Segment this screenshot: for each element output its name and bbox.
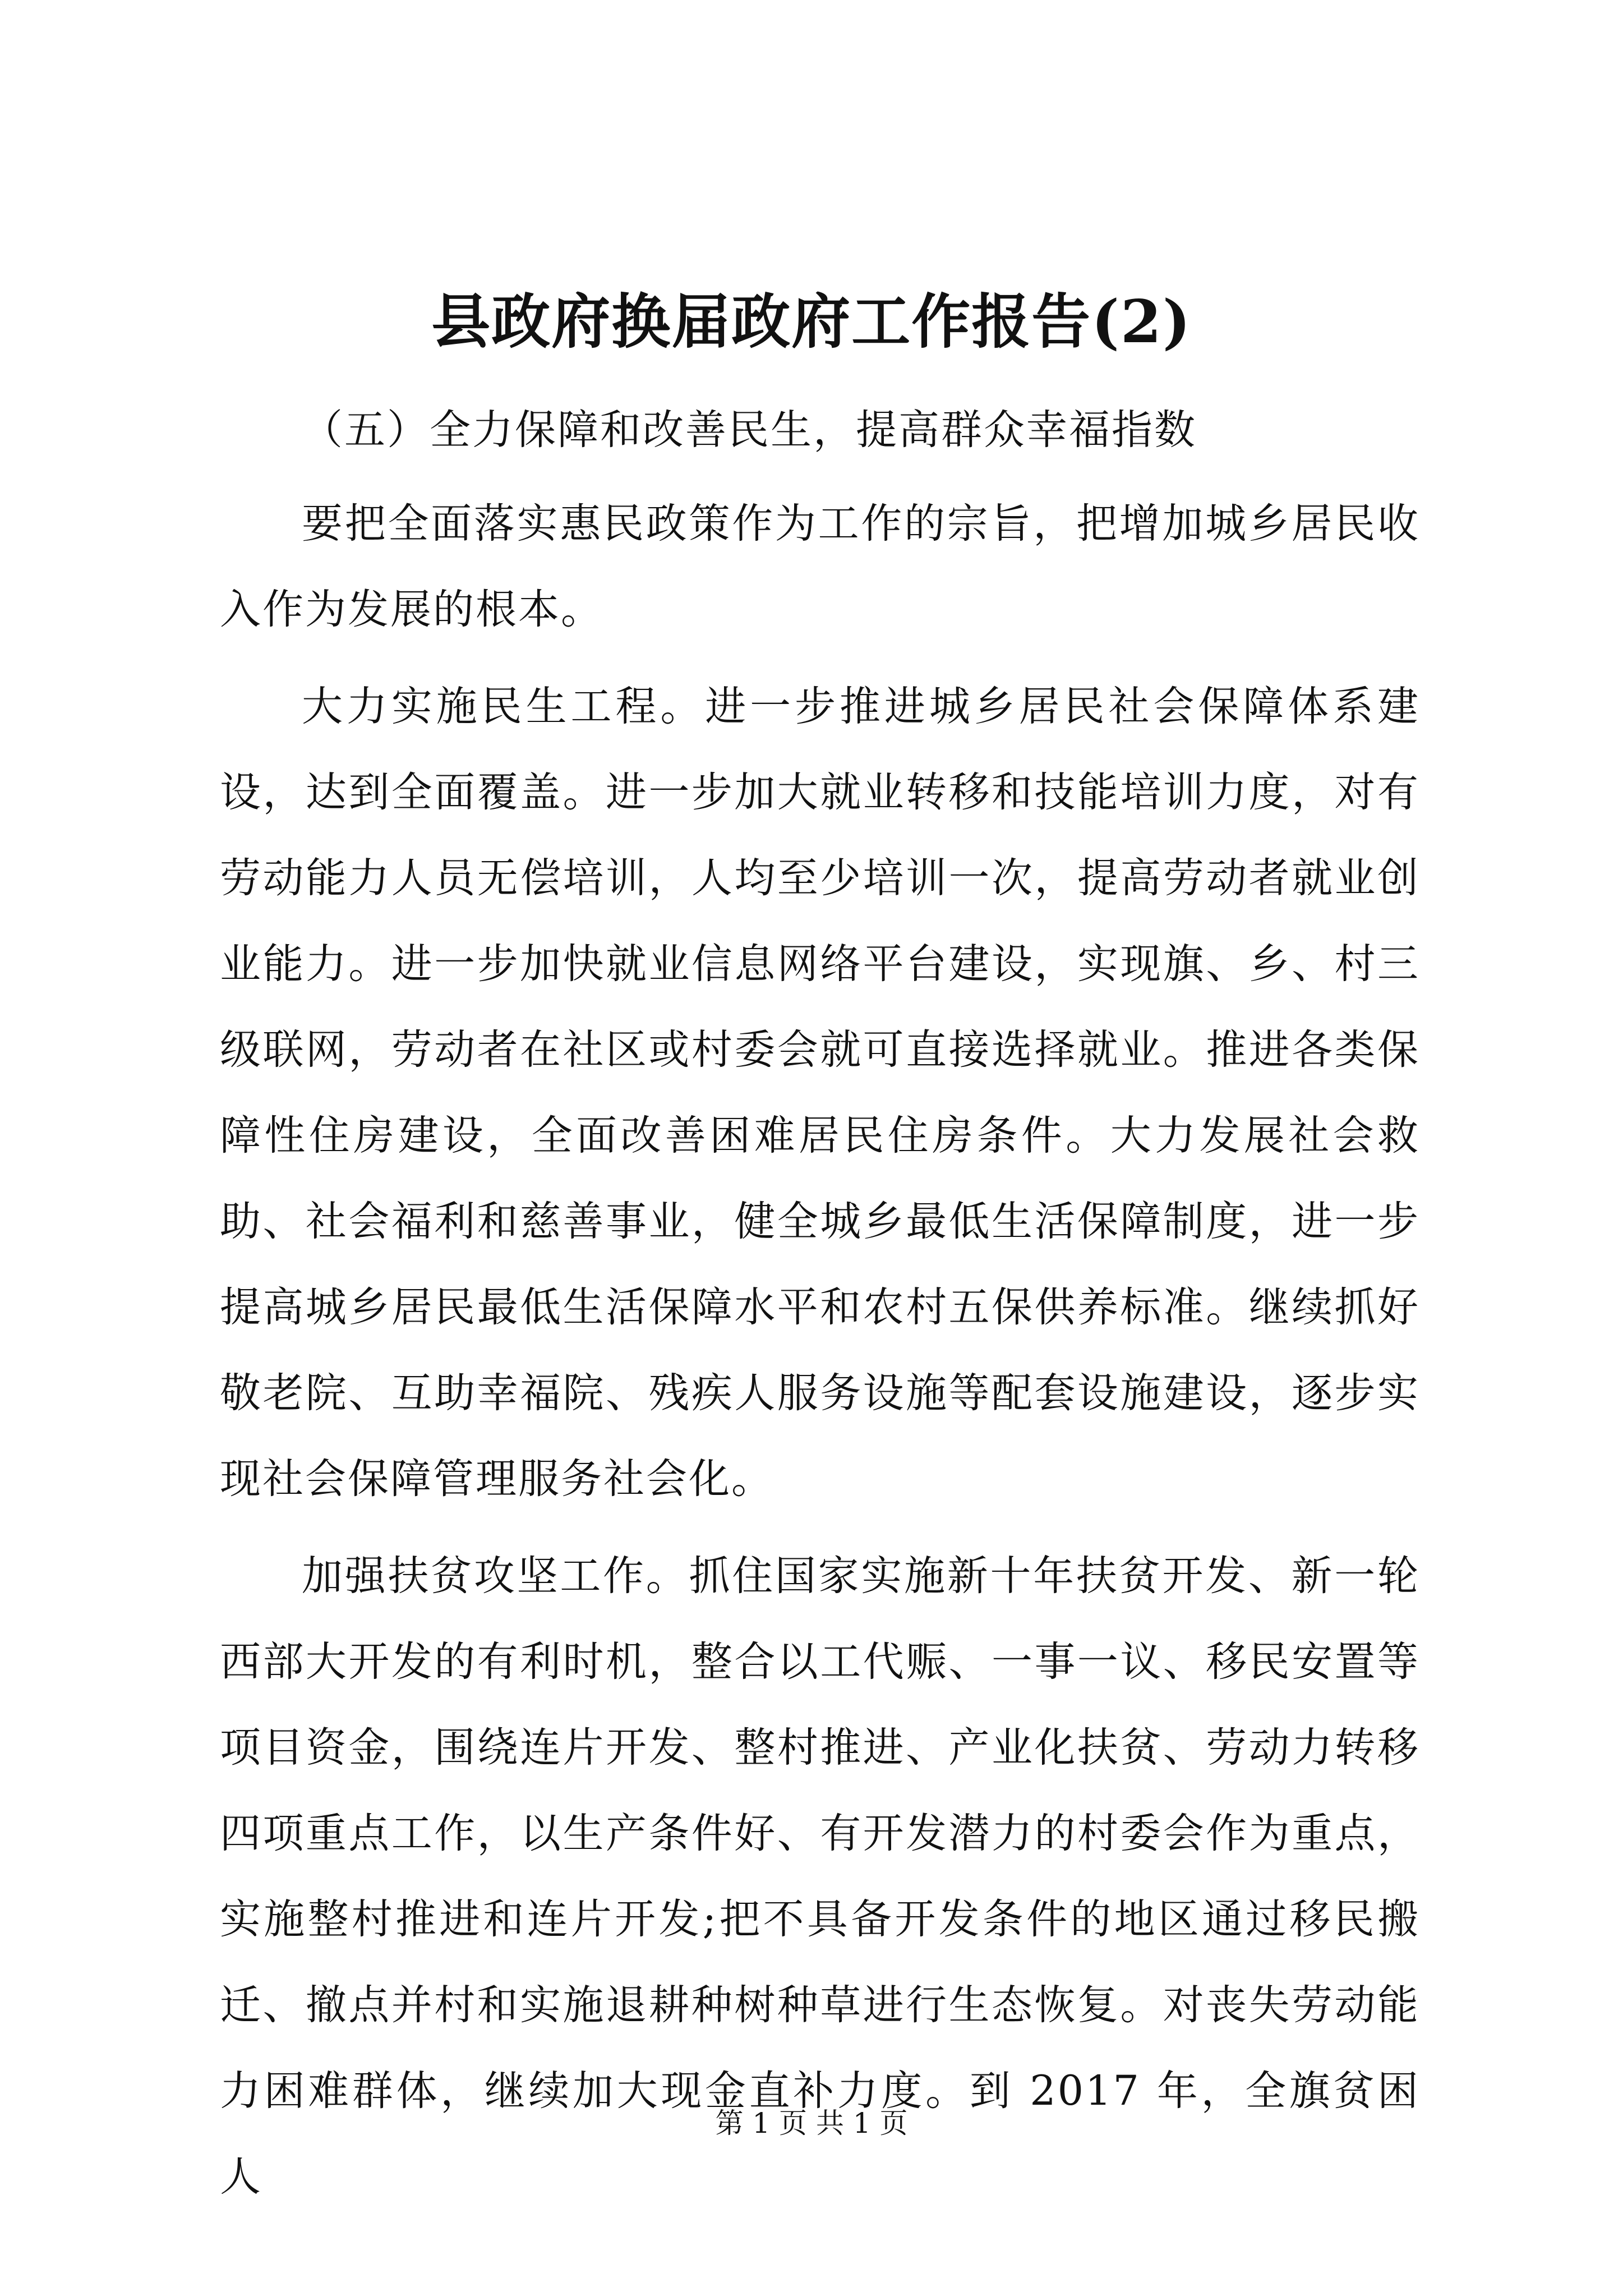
document-body [220, 387, 1420, 2231]
document-title: 县政府换届政府工作报告(2) [431, 287, 1192, 356]
body-paragraph: 加强扶贫攻坚工作。抓住国家实施新十年扶贫开发、新一轮西部大开发的有利时机，整合以工代赈、一事一议、移民安置等项目资金，围绕连片开发、整村推进、产业化扶贫、劳动力转移四项重点工作，以生产条件好、有开发潜力的村委会作为重点，实施整村推进和连片开发;把不具备开发条件的地区通过移民搬迁、撤点并村和实施退耕种树种草进行生态恢复。对丧失劳动能力困难群体，继续加大现金直补力度。到 2017 年，全旗贫困人 [220, 1552, 1420, 2201]
body-paragraph: 要把全面落实惠民政策作为工作的宗旨，把增加城乡居民收入作为发展的根本。 [220, 500, 1420, 633]
section-heading: （五）全力保障和改善民生，提高群众幸福指数 [302, 406, 1197, 454]
body-paragraph: 大力实施民生工程。进一步推进城乡居民社会保障体系建设，达到全面覆盖。进一步加大就业转移和技能培训力度，对有劳动能力人员无偿培训，人均至少培训一次，提高劳动者就业创业能力。进一步加快就业信息网络平台建设，实现旗、乡、村三级联网，劳动者在社区或村委会就可直接选择就业。推进各类保障性住房建设，全面改善困难居民住房条件。大力发展社会救助、社会福利和慈善事业，健全城乡最低生活保障制度，进一步提高城乡居民最低生活保障水平和农村五保供养标准。继续抓好敬老院、互助幸福院、残疾人服务设施等配套设施建设，逐步实现社会保障管理服务社会化。 [220, 683, 1420, 1503]
page-footer: 第 1 页 共 1 页 [715, 2107, 908, 2139]
